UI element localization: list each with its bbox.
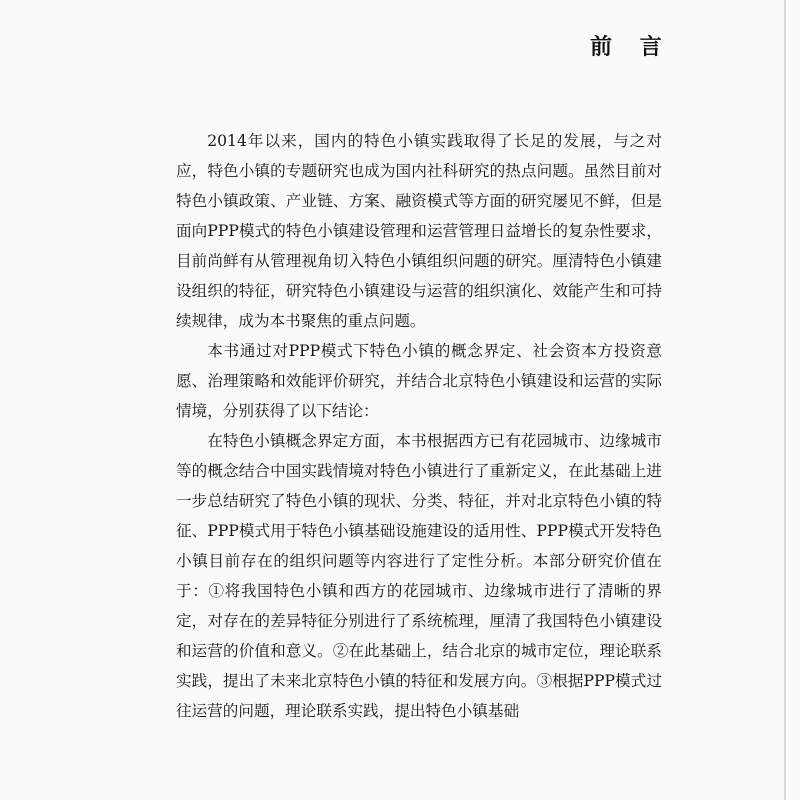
page-title: 前 言: [590, 34, 672, 60]
page-edge-shadow: [784, 0, 786, 800]
paragraph-3: 在特色小镇概念界定方面，本书根据西方已有花园城市、边缘城市等的概念结合中国实践情境对特色小镇进行了重新定义，在此基础上进一步总结研究了特色小镇的现状、分类、特征，并对北京特色小镇的特征、PPP模式用于特色小镇基础设施建设的适用性、PPP模式开发特色小镇目前存在的组织问题等内容进行了定性分析。本部分研究价值在于：①将我国特色小镇和西方的花园城市、边缘城市进行了清晰的界定，对存在的差异特征分别进行了系统梳理，厘清了我国特色小镇建设和运营的价值和意义。②在此基础上，结合北京的城市定位，理论联系实践，提出了未来北京特色小镇的特征和发展方向。③根据PPP模式过往运营的问题，理论联系实践，提出特色小镇基础: [176, 432, 662, 720]
body-text: [176, 126, 662, 726]
paragraph-2: 本书通过对PPP模式下特色小镇的概念界定、社会资本方投资意愿、治理策略和效能评价研究，并结合北京特色小镇建设和运营的实际情境，分别获得了以下结论：: [176, 342, 662, 420]
paragraph-1: 2014年以来，国内的特色小镇实践取得了长足的发展，与之对应，特色小镇的专题研究也成为国内社科研究的热点问题。虽然目前对特色小镇政策、产业链、方案、融资模式等方面的研究屡见不鲜，但是面向PPP模式的特色小镇建设管理和运营管理日益增长的复杂性要求，目前尚鲜有从管理视角切入特色小镇组织问题的研究。厘清特色小镇建设组织的特征，研究特色小镇建设与运营的组织演化、效能产生和可持续规律，成为本书聚焦的重点问题。: [176, 132, 662, 330]
